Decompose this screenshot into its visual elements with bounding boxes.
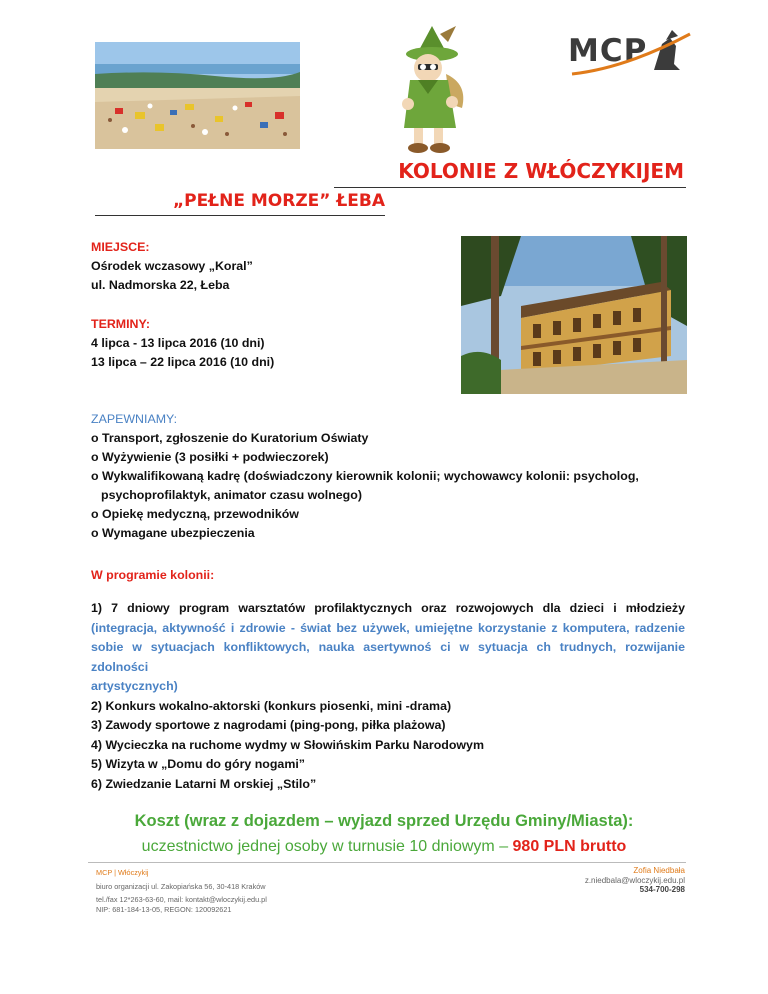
program-item: 3) Zawody sportowe z nagrodami (ping-pong, piłka plażowa) bbox=[91, 718, 446, 732]
cost-price: 980 PLN brutto bbox=[512, 838, 627, 855]
title-pelne-morze: „PEŁNE MORZE” ŁEBA bbox=[95, 190, 385, 216]
provide-item: o Wykwalifikowaną kadrę (doświadczony kierownik kolonii; wychowawcy kolonii: psycholog, bbox=[91, 469, 639, 483]
program-item-1: 1) 7 dniowy program warsztatów profilaktycznych oraz rozwojowych dla dzieci i młodzieży bbox=[91, 601, 685, 615]
footer-address: biuro organizacji ul. Zakopiańska 56, 30-418 Kraków bbox=[96, 881, 266, 891]
footer-divider bbox=[88, 862, 686, 863]
program-item: 2) Konkurs wokalno-aktorski (konkurs piosenki, mini -drama) bbox=[91, 698, 452, 713]
program-item-1-detail: (integracja, aktywność i zdrowie - świat bez używek, umiejętne korzystanie z komputera, radzenie bbox=[91, 620, 685, 635]
provide-label: ZAPEWNIAMY: bbox=[91, 412, 178, 426]
cost-heading: Koszt (wraz z dojazdem – wyjazd sprzed Urzędu Gminy/Miasta): bbox=[134, 812, 634, 830]
provide-item: o Transport, zgłoszenie do Kuratorium Oświaty bbox=[91, 431, 369, 445]
place-label: MIEJSCE: bbox=[91, 240, 150, 254]
program-item: 6) Zwiedzanie Latarni M orskiej „Stilo” bbox=[91, 776, 317, 791]
footer-person: Zofia Niedbała bbox=[633, 866, 685, 875]
beach-photo bbox=[95, 42, 300, 149]
place-line2: ul. Nadmorska 22, Łeba bbox=[91, 278, 230, 292]
dates-label: TERMINY: bbox=[91, 317, 150, 331]
provide-item: o Opiekę medyczną, przewodników bbox=[91, 507, 299, 521]
footer-contact: tel./fax 12*263-63-60, mail: kontakt@wloczykij.edu.pl bbox=[96, 895, 267, 904]
provide-item: o Wymagane ubezpieczenia bbox=[91, 526, 255, 540]
footer-left bbox=[96, 868, 267, 914]
footer-phone: 534-700-298 bbox=[639, 885, 685, 894]
program-item: 4) Wycieczka na ruchome wydmy w Słowińskim Parku Narodowym bbox=[91, 737, 484, 752]
dates-section bbox=[91, 315, 274, 372]
dates-line1: 4 lipca - 13 lipca 2016 (10 dni) bbox=[91, 336, 265, 350]
program-item-1-detail: sobie w sytuacjach konfliktowych, nauka asertywnoś ci w sytuacja ch trudnych, rozwijanie zdolności bbox=[91, 640, 685, 674]
place-section bbox=[91, 238, 253, 295]
wloczykij-mascot-illustration bbox=[388, 24, 476, 156]
hotel-photo bbox=[461, 236, 687, 394]
provide-item: o Wyżywienie (3 posiłki + podwieczorek) bbox=[91, 450, 329, 464]
title-kolonie: KOLONIE Z WŁÓCZYKIJEM bbox=[334, 158, 686, 188]
provide-section bbox=[91, 410, 639, 543]
svg-text:MCP: MCP bbox=[568, 33, 648, 69]
place-line1: Ośrodek wczasowy „Koral” bbox=[91, 259, 253, 273]
mcp-logo bbox=[566, 28, 694, 78]
footer-nip: NIP: 681-184-13-05, REGON: 120092621 bbox=[96, 904, 232, 914]
program-label: W programie kolonii: bbox=[91, 568, 215, 582]
cost-text: uczestnictwo jednej osoby w turnusie 10 dniowym – bbox=[141, 838, 513, 855]
footer-right bbox=[585, 866, 685, 895]
program-item: 5) Wizyta w „Domu do góry nogami” bbox=[91, 757, 305, 771]
cost-line bbox=[0, 838, 768, 856]
program-item-1-detail: artystycznych) bbox=[91, 679, 178, 693]
dates-line2: 13 lipca – 22 lipca 2016 (10 dni) bbox=[91, 355, 275, 369]
provide-item: psychoprofilaktyk, animator czasu wolnego) bbox=[101, 488, 362, 502]
program-list bbox=[91, 599, 685, 794]
footer-email: z.niedbala@wloczykij.edu.pl bbox=[584, 875, 685, 885]
footer-brand: MCP | Włóczykij bbox=[96, 868, 149, 877]
